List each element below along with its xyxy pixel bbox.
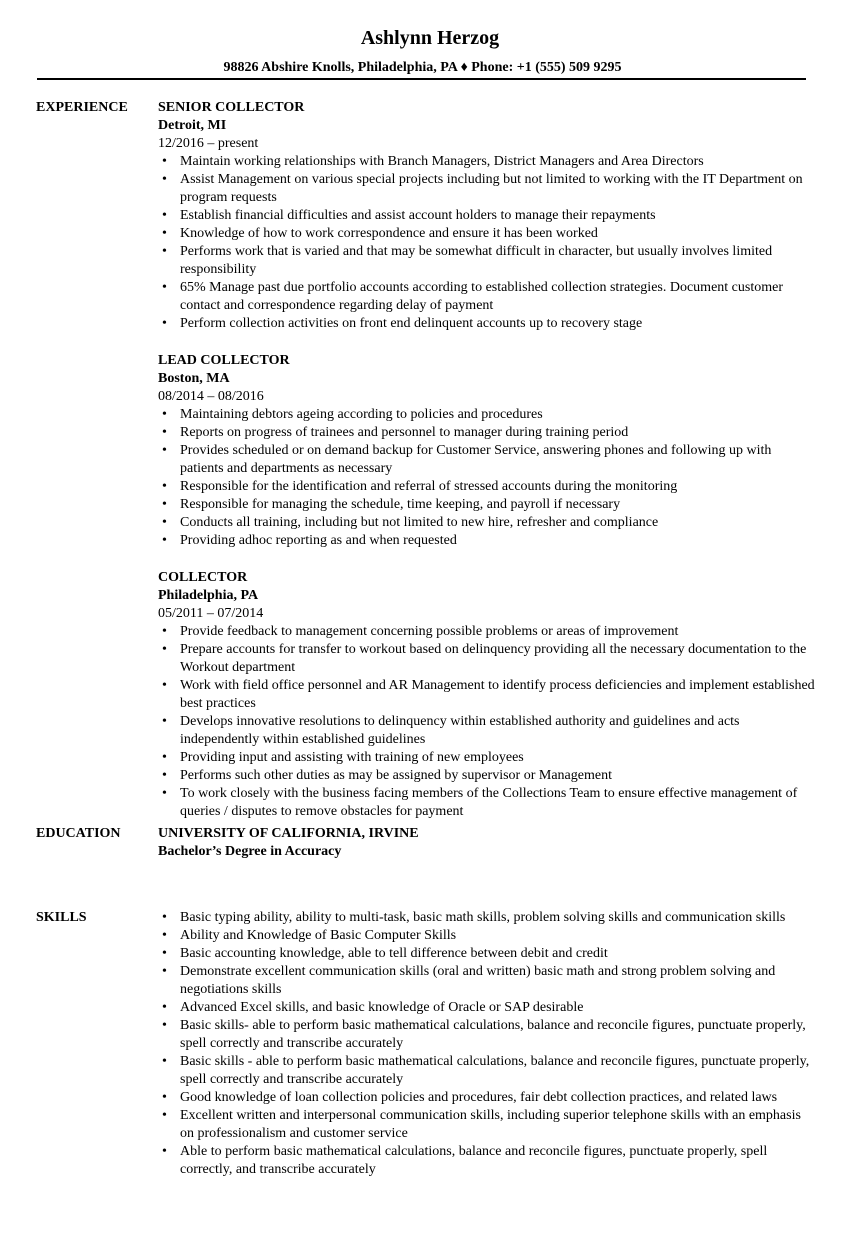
job-bullet: • Responsible for managing the schedule, time keeping, and payroll if necessary [180,496,818,514]
skill-item: • Ability and Knowledge of Basic Computer Skills [180,927,818,945]
job-dates: 08/2014 – 08/2016 [158,389,264,404]
job-title: SENIOR COLLECTOR [158,100,305,115]
job-entry [158,352,818,550]
job-entry [158,99,818,333]
job-bullet: • To work closely with the business facing members of the Collections Team to ensure effective management of queries / disputes to remove obstacles for payment [180,785,818,821]
job-bullet: • Responsible for the identification and referral of stressed accounts during the monitoring [180,478,818,496]
job-bullet: • 65% Manage past due portfolio accounts according to established collection strategies. Document customer contact and correspondence regarding delay of payment [180,279,818,315]
skill-item: • Demonstrate excellent communication skills (oral and written) basic math and strong problem solving and negotiations skills [180,963,818,999]
job-bullet: • Maintain working relationships with Branch Managers, District Managers and Area Directors [180,153,818,171]
job-bullet: • Provides scheduled or on demand backup for Customer Service, answering phones and following up with patients and departments as necessary [180,442,818,478]
job-bullet: • Performs work that is varied and that may be somewhat difficult in character, but usually involves limited responsibility [180,243,818,279]
skill-item: • Basic typing ability, ability to multi-task, basic math skills, problem solving skills and communication skills [180,909,818,927]
job-bullet: • Providing input and assisting with training of new employees [180,749,818,767]
skill-item: • Good knowledge of loan collection policies and procedures, fair debt collection practices, and related laws [180,1089,818,1107]
job-bullet: • Reports on progress of trainees and personnel to manager during training period [180,424,818,442]
job-bullet: • Providing adhoc reporting as and when requested [180,532,818,550]
job-location: Detroit, MI [158,118,227,133]
job-bullets [158,406,818,550]
job-title: COLLECTOR [158,570,248,585]
school-name: UNIVERSITY OF CALIFORNIA, IRVINE [158,826,419,841]
skill-item: • Basic skills- able to perform basic mathematical calculations, balance and reconcile figures, punctuate properly, spell correctly and transcribe accurately [180,1017,818,1053]
contact-line: 98826 Abshire Knolls, Philadelphia, PA ♦ Phone: +1 (555) 509 9295 [223,60,622,75]
job-bullet: • Develops innovative resolutions to delinquency within established authority and guidelines and acts independently within established guidelines [180,713,818,749]
job-location: Boston, MA [158,371,230,386]
skills-list [158,909,818,1179]
job-bullet: • Assist Management on various special projects including but not limited to working with the IT Department on program requests [180,171,818,207]
skills-content [158,909,818,1179]
skill-item: • Excellent written and interpersonal communication skills, including superior telephone skills with an emphasis on professionalism and customer service [180,1107,818,1143]
skill-item: • Basic accounting knowledge, able to tell difference between debit and credit [180,945,818,963]
job-title: LEAD COLLECTOR [158,353,290,368]
degree: Bachelor’s Degree in Accuracy [158,844,342,859]
experience-label: EXPERIENCE [36,100,128,115]
job-bullet: • Work with field office personnel and AR Management to identify process deficiencies and implement established best practices [180,677,818,713]
job-bullet: • Maintaining debtors ageing according to policies and procedures [180,406,818,424]
job-bullet: • Establish financial difficulties and assist account holders to manage their repayments [180,207,818,225]
header-divider [37,78,806,80]
job-bullet: • Prepare accounts for transfer to workout based on delinquency providing all the necessary documentation to the Workout department [180,641,818,677]
education-content [158,825,818,861]
job-bullet: • Perform collection activities on front end delinquent accounts up to recovery stage [180,315,818,333]
job-bullets [158,623,818,821]
experience-content [158,99,818,840]
job-bullets [158,153,818,333]
skills-label: SKILLS [36,910,87,925]
skill-item: • Able to perform basic mathematical calculations, balance and reconcile figures, punctuate properly, spell correctly, and transcribe accurately [180,1143,818,1179]
job-entry [158,569,818,821]
job-location: Philadelphia, PA [158,588,259,603]
job-bullet: • Conducts all training, including but not limited to new hire, refresher and compliance [180,514,818,532]
job-bullet: • Performs such other duties as may be assigned by supervisor or Management [180,767,818,785]
job-bullet: • Provide feedback to management concerning possible problems or areas of improvement [180,623,818,641]
skill-item: • Basic skills - able to perform basic mathematical calculations, balance and reconcile figures, punctuate properly, spell correctly and transcribe accurately [180,1053,818,1089]
job-dates: 05/2011 – 07/2014 [158,606,264,621]
skill-item: • Advanced Excel skills, and basic knowledge of Oracle or SAP desirable [180,999,818,1017]
job-bullet: • Knowledge of how to work correspondence and ensure it has been worked [180,225,818,243]
candidate-name: Ashlynn Herzog [360,27,500,49]
education-label: EDUCATION [36,826,121,841]
job-dates: 12/2016 – present [158,136,259,151]
